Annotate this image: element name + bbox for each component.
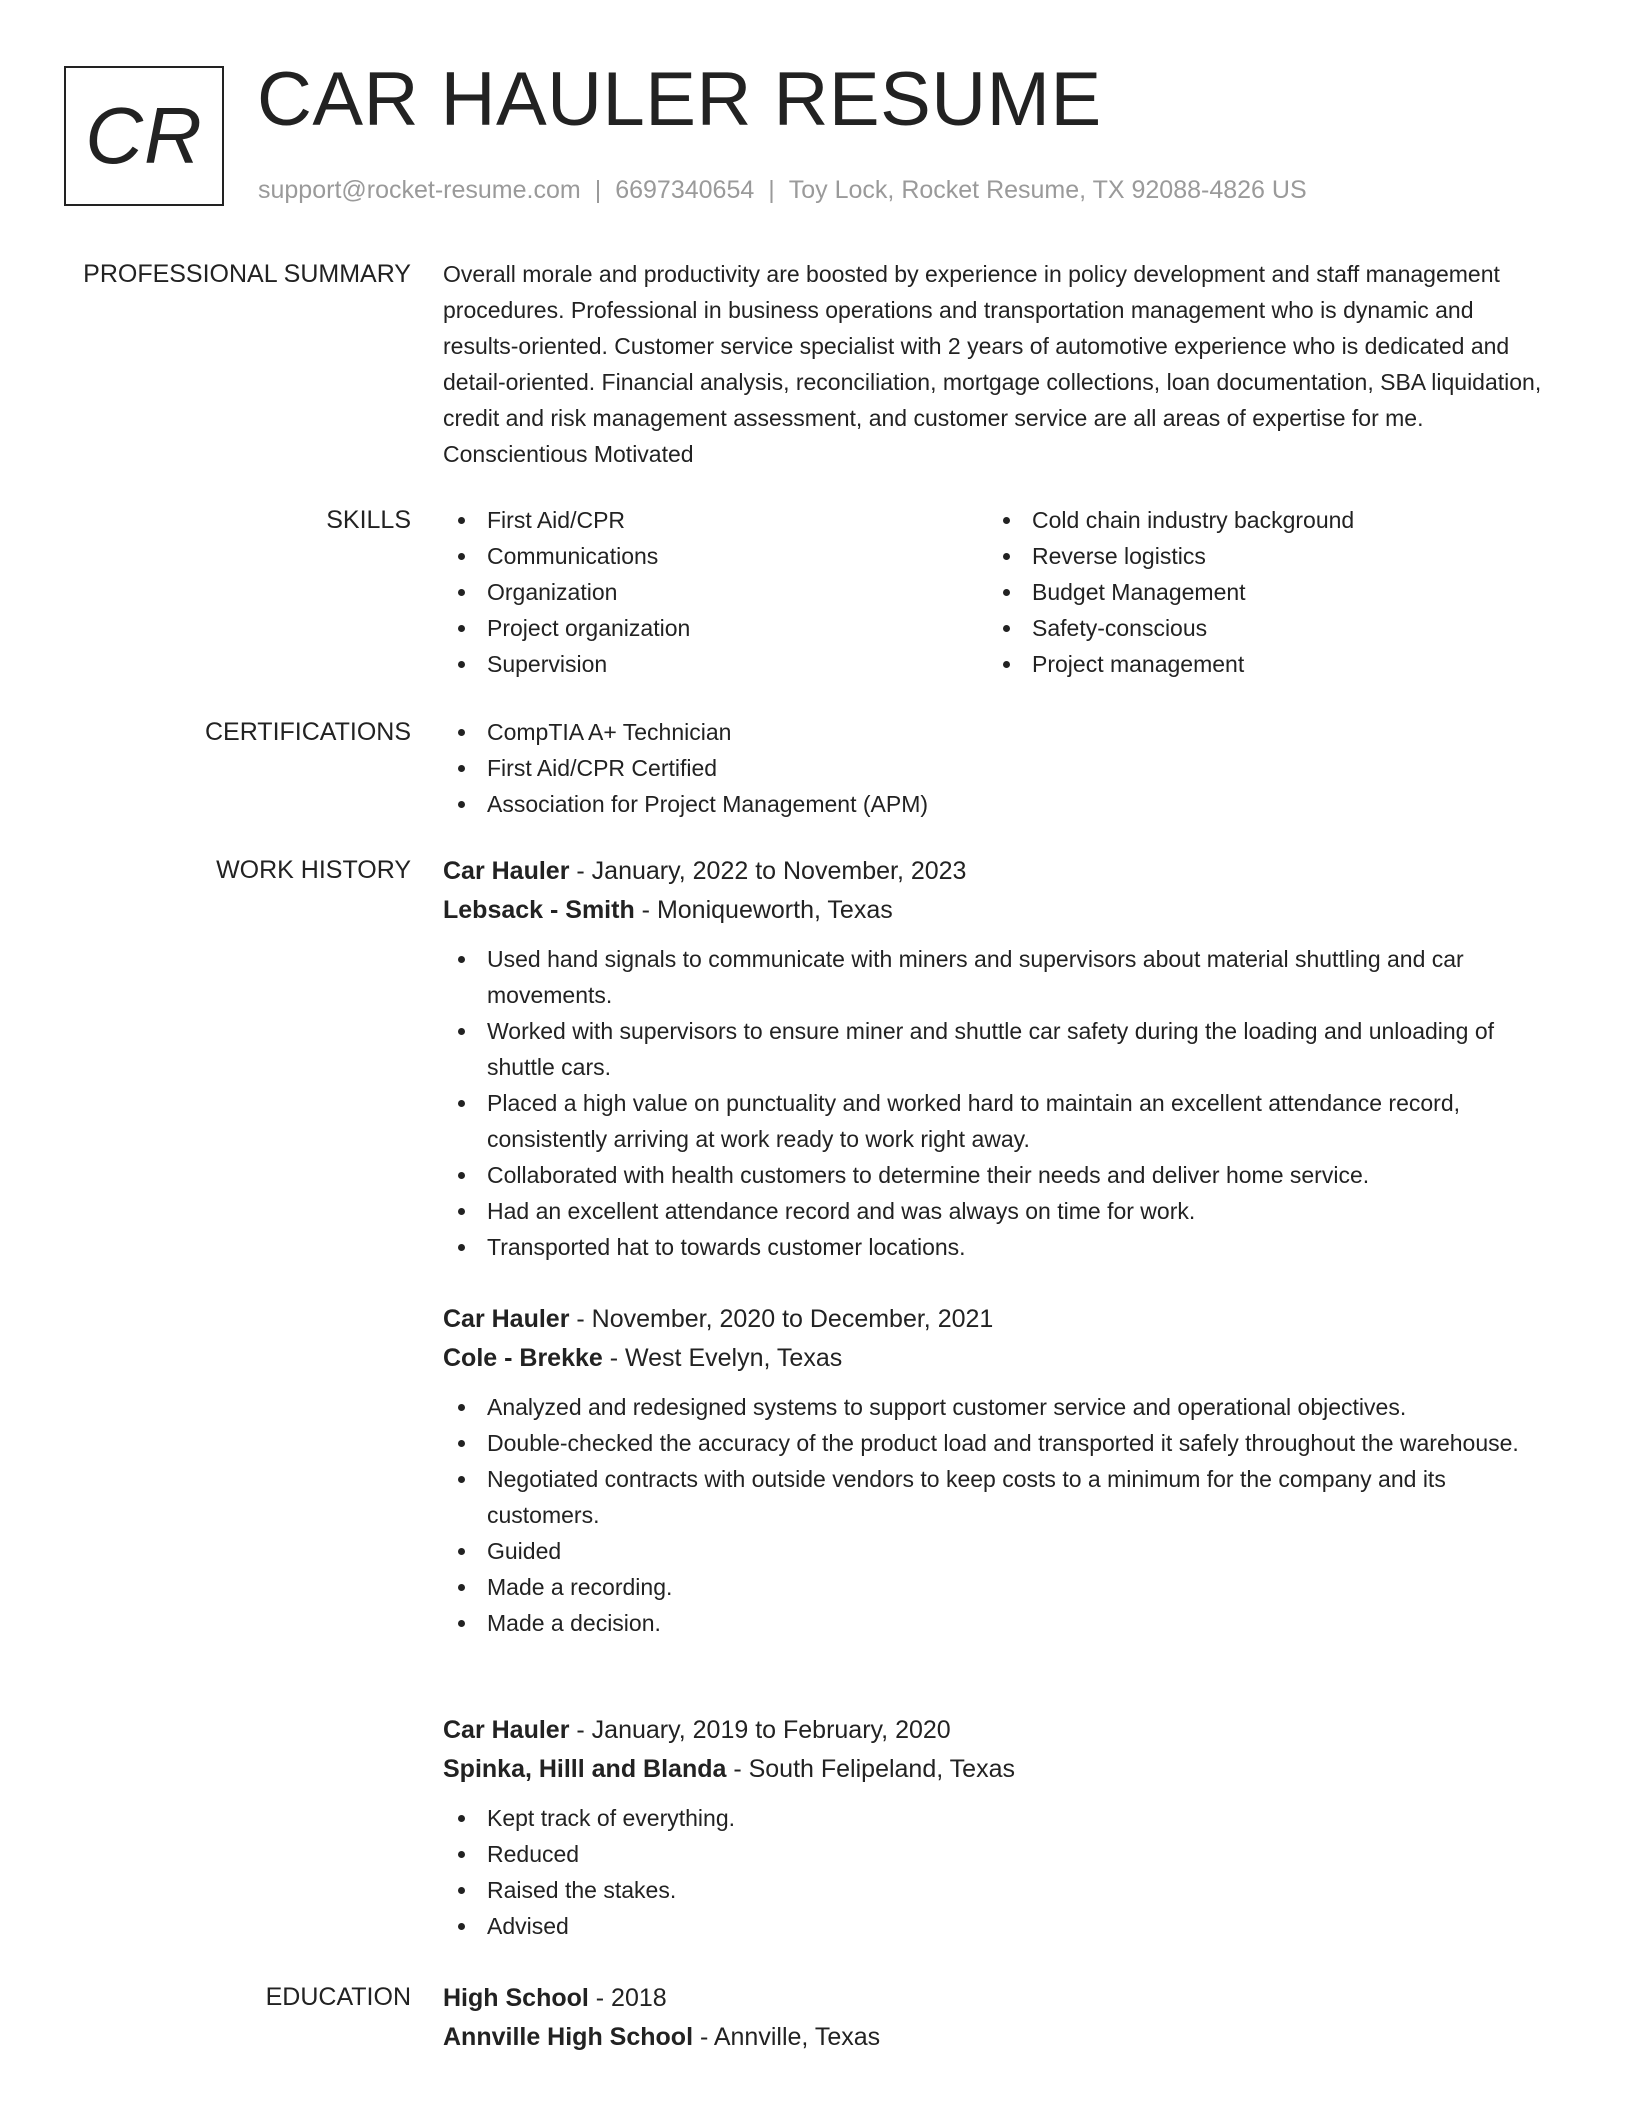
- job-dates: - January, 2019 to February, 2020: [569, 1716, 951, 1744]
- certifications-heading: CERTIFICATIONS: [204, 718, 411, 746]
- job-duty: Transported hat to towards customer locations.: [443, 1229, 1543, 1265]
- education-entry: [443, 1979, 1543, 2057]
- job-title-line: [443, 1300, 1543, 1339]
- education-school-line: [443, 2018, 1543, 2057]
- job-company: Cole - Brekke: [443, 1344, 603, 1372]
- job-duty: Collaborated with health customers to determine their needs and deliver home service.: [443, 1157, 1543, 1193]
- job-dates: - November, 2020 to December, 2021: [569, 1305, 994, 1333]
- skill-item: First Aid/CPR: [443, 502, 988, 538]
- job-duties: [443, 1389, 1543, 1641]
- work-history-heading: WORK HISTORY: [216, 856, 411, 884]
- job-location: - West Evelyn, Texas: [602, 1344, 843, 1372]
- job-role: Car Hauler: [443, 1305, 570, 1333]
- job-duty: Reduced: [443, 1836, 1543, 1872]
- contact-separator: |: [594, 176, 602, 204]
- job-entry: [443, 1300, 1543, 1641]
- job-duty: Negotiated contracts with outside vendors to keep costs to a minimum for the company and its customers.: [443, 1461, 1543, 1533]
- skills-grid: [443, 502, 1543, 682]
- skills-body: [443, 502, 1543, 682]
- education-degree: High School: [443, 1984, 589, 2012]
- job-duty: Advised: [443, 1908, 1543, 1944]
- monogram-logo: [64, 66, 224, 206]
- job-company-line: [443, 1339, 1543, 1378]
- contact-address: Toy Lock, Rocket Resume, TX 92088-4826 US: [788, 176, 1307, 204]
- skills-column-left: [443, 502, 988, 682]
- education-school: Annville High School: [443, 2023, 694, 2051]
- job-company-line: [443, 891, 1543, 930]
- job-duty: Placed a high value on punctuality and worked hard to maintain an excellent attendance record, consistently arriving at work ready to work right away.: [443, 1085, 1543, 1157]
- job-title-line: [443, 852, 1543, 891]
- summary-heading: PROFESSIONAL SUMMARY: [83, 260, 411, 288]
- education-degree-line: [443, 1979, 1543, 2018]
- skill-item: Supervision: [443, 646, 988, 682]
- certification-item: CompTIA A+ Technician: [443, 714, 1543, 750]
- job-entry: [443, 1711, 1543, 1944]
- job-company: Lebsack - Smith: [443, 896, 635, 924]
- skill-item: Cold chain industry background: [988, 502, 1533, 538]
- skill-item: Budget Management: [988, 574, 1533, 610]
- job-duty: Kept track of everything.: [443, 1800, 1543, 1836]
- certification-item: First Aid/CPR Certified: [443, 750, 1543, 786]
- skill-item: Organization: [443, 574, 988, 610]
- summary-text: Overall morale and productivity are boosted by experience in policy development and staff management procedures. Professional in business operations and transportation management who is dynamic and results-oriented. Customer service specialist with 2 years of automotive experience who is dedicated and detail-oriented. Financial analysis, reconciliation, mortgage collections, loan documentation, SBA liquidation, credit and risk management assessment, and customer service are all areas of expertise for me. Conscientious Motivated: [443, 261, 1542, 467]
- monogram-initials: CR: [85, 91, 203, 180]
- education-year: - 2018: [588, 1984, 667, 2012]
- summary-body: [443, 256, 1543, 472]
- contact-line: [258, 174, 1307, 207]
- job-duty: Double-checked the accuracy of the product load and transported it safely throughout the warehouse.: [443, 1425, 1543, 1461]
- job-company-line: [443, 1750, 1543, 1789]
- job-title-line: [443, 1711, 1543, 1750]
- skill-item: Reverse logistics: [988, 538, 1533, 574]
- skills-column-right: [988, 502, 1533, 682]
- job-duty: Analyzed and redesigned systems to support customer service and operational objectives.: [443, 1389, 1543, 1425]
- skills-heading: SKILLS: [326, 506, 411, 534]
- resume-title: CAR HAULER RESUME: [257, 57, 1102, 142]
- education-heading: EDUCATION: [265, 1983, 411, 2011]
- job-duties: [443, 1800, 1543, 1944]
- skill-item: Communications: [443, 538, 988, 574]
- job-duty: Raised the stakes.: [443, 1872, 1543, 1908]
- contact-email: support@rocket-resume.com: [258, 176, 581, 204]
- job-duty: Guided: [443, 1533, 1543, 1569]
- skill-item: Project organization: [443, 610, 988, 646]
- job-company: Spinka, Hilll and Blanda: [443, 1755, 727, 1783]
- job-duty: Made a recording.: [443, 1569, 1543, 1605]
- job-duty: Made a decision.: [443, 1605, 1543, 1641]
- job-dates: - January, 2022 to November, 2023: [569, 857, 967, 885]
- job-location: - Moniqueworth, Texas: [634, 896, 893, 924]
- certifications-list: [443, 714, 1543, 822]
- skill-item: Safety-conscious: [988, 610, 1533, 646]
- education-location: - Annville, Texas: [693, 2023, 881, 2051]
- job-role: Car Hauler: [443, 857, 570, 885]
- certification-item: Association for Project Management (APM): [443, 786, 1543, 822]
- contact-separator: |: [768, 176, 775, 204]
- job-entry: [443, 852, 1543, 1265]
- job-role: Car Hauler: [443, 1716, 570, 1744]
- certifications-body: [443, 714, 1543, 822]
- skill-item: Project management: [988, 646, 1533, 682]
- job-location: - South Felipeland, Texas: [726, 1755, 1015, 1783]
- job-duty: Had an excellent attendance record and was always on time for work.: [443, 1193, 1543, 1229]
- job-duty: Worked with supervisors to ensure miner and shuttle car safety during the loading and unloading of shuttle cars.: [443, 1013, 1543, 1085]
- job-duty: Used hand signals to communicate with miners and supervisors about material shuttling and car movements.: [443, 941, 1543, 1013]
- contact-phone: 6697340654: [615, 176, 755, 204]
- job-duties: [443, 941, 1543, 1265]
